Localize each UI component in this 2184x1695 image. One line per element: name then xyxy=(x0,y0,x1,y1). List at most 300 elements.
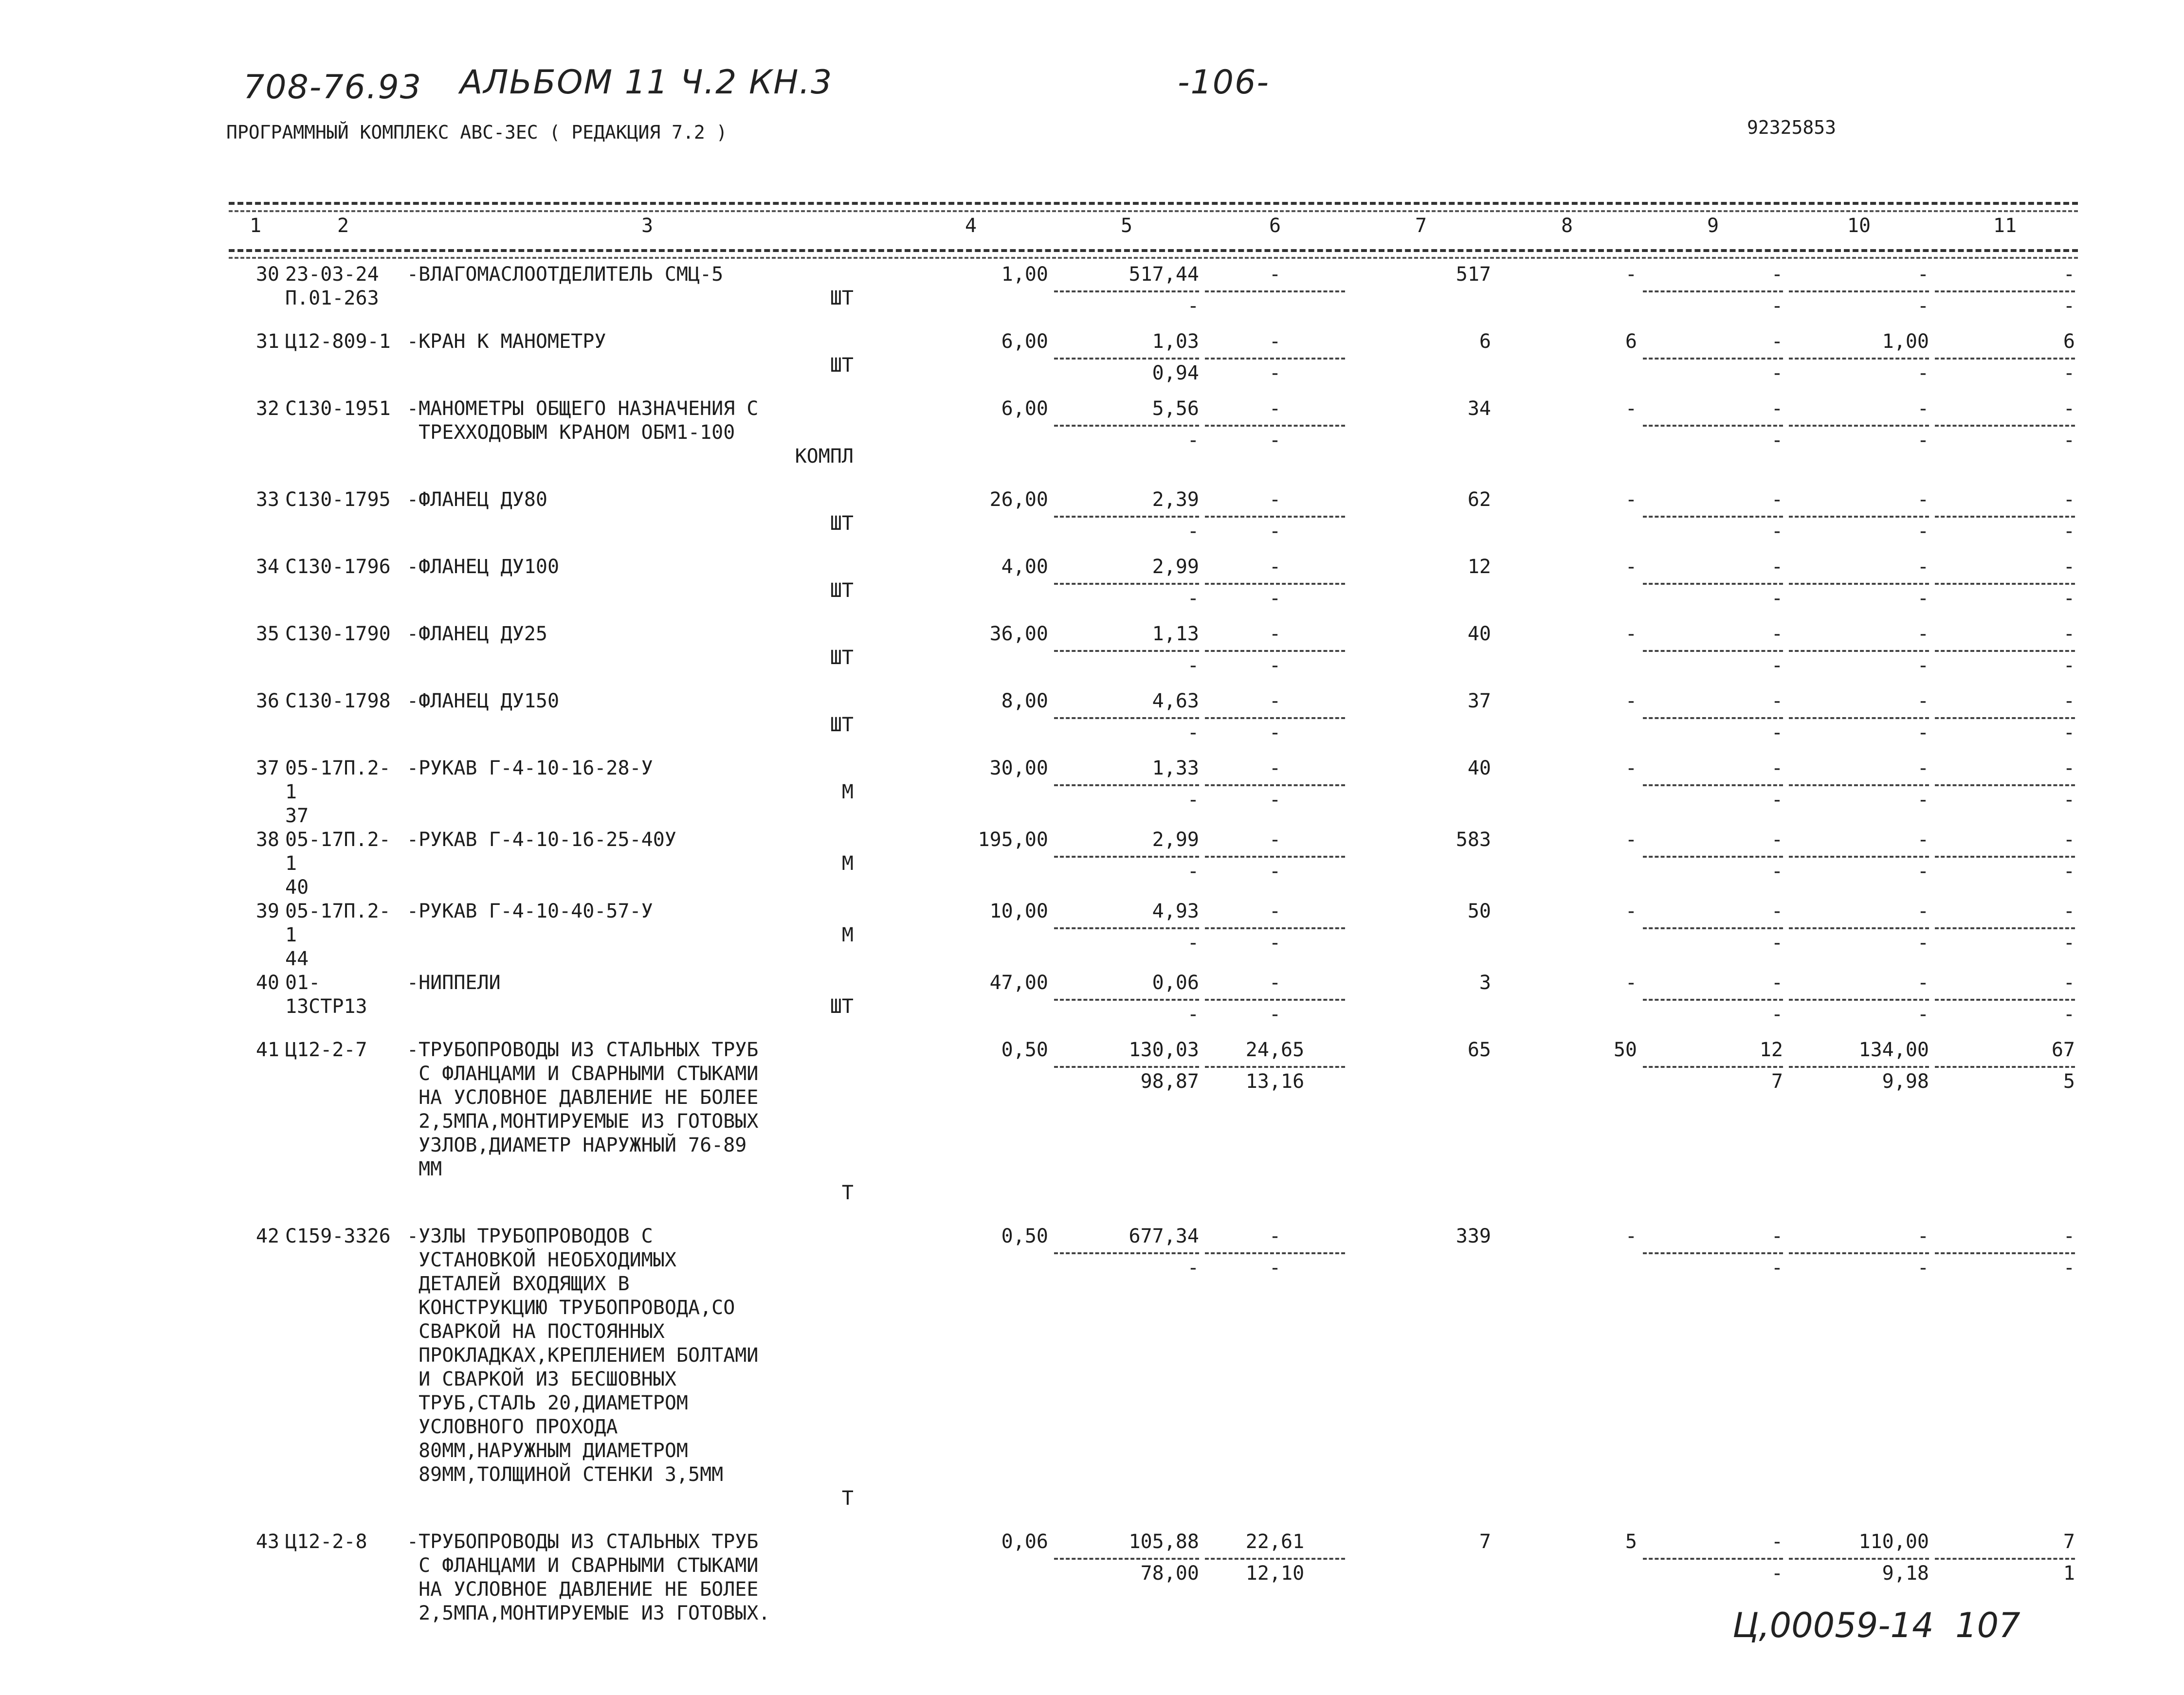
row-col8 xyxy=(1494,488,1640,555)
row-col6-value: - xyxy=(1269,623,1281,645)
row-col6-lower-value: - xyxy=(1269,1003,1281,1026)
row-col10 xyxy=(1786,689,1932,757)
row-col5-value: 4,63 xyxy=(1152,690,1199,712)
row-col10-value: 1,00 xyxy=(1882,330,1929,353)
row-col5-lower-value: - xyxy=(1187,789,1199,811)
row-col11-value: - xyxy=(2063,397,2075,420)
row-col11-lower-value: - xyxy=(2063,860,2075,883)
table-row xyxy=(229,900,2078,971)
row-unit: ШТ xyxy=(830,579,854,602)
row-code xyxy=(282,1038,404,1225)
col-num-4: 4 xyxy=(965,215,977,237)
row-col6-value: - xyxy=(1269,263,1281,286)
row-col5 xyxy=(1051,757,1202,828)
dashed-divider xyxy=(1935,717,2075,721)
row-col11-lower-value: - xyxy=(2063,932,2075,954)
row-col6-lower-value: - xyxy=(1269,789,1281,811)
row-code xyxy=(282,900,404,971)
row-col11-lower-value: 1 xyxy=(2063,1562,2075,1585)
row-col11 xyxy=(1932,1530,2078,1669)
row-col9-value: - xyxy=(1771,900,1783,922)
row-col9 xyxy=(1640,397,1786,488)
row-col9-lower-value: 7 xyxy=(1771,1070,1783,1093)
row-col8 xyxy=(1494,330,1640,397)
row-quantity xyxy=(891,555,1051,622)
row-col9 xyxy=(1640,488,1786,555)
row-quantity xyxy=(891,689,1051,757)
row-col9-lower-value: - xyxy=(1771,429,1783,451)
table-row xyxy=(229,397,2078,488)
row-col5 xyxy=(1051,1530,1202,1669)
row-col9-lower-value: - xyxy=(1771,587,1783,610)
row-col7-value: 7 xyxy=(1479,1531,1491,1553)
row-col6 xyxy=(1202,971,1348,1038)
row-description xyxy=(404,757,891,828)
row-col9-lower-value: - xyxy=(1771,1003,1783,1026)
row-col9 xyxy=(1640,330,1786,397)
row-col8 xyxy=(1494,689,1640,757)
row-col9 xyxy=(1640,555,1786,622)
row-col11-lower-value: - xyxy=(2063,587,2075,610)
row-quantity xyxy=(891,330,1051,397)
dashed-divider xyxy=(1935,856,2075,860)
row-col7 xyxy=(1348,971,1494,1038)
row-col5-value: 4,93 xyxy=(1152,900,1199,922)
dashed-divider xyxy=(1789,650,1929,654)
row-col9-lower-value: - xyxy=(1771,520,1783,542)
row-col5 xyxy=(1051,263,1202,330)
row-code xyxy=(282,397,404,488)
table-row xyxy=(229,1038,2078,1225)
row-col5-value: 2,99 xyxy=(1152,556,1199,578)
table-row xyxy=(229,1530,2078,1669)
row-number xyxy=(229,1530,282,1669)
row-col8-value: 6 xyxy=(1625,330,1637,353)
estimate-table xyxy=(229,263,2078,1669)
row-col11-lower-value: - xyxy=(2063,520,2075,542)
row-col5 xyxy=(1051,555,1202,622)
row-col9-lower-value: - xyxy=(1771,295,1783,317)
row-col5 xyxy=(1051,622,1202,689)
doc-number: 92325853 xyxy=(1747,117,1837,138)
row-unit: ШТ xyxy=(830,287,854,309)
row-description xyxy=(404,397,891,488)
dashed-divider xyxy=(1054,927,1199,931)
row-col6 xyxy=(1202,757,1348,828)
row-number-value: 32 xyxy=(255,397,279,420)
row-description-value: -ФЛАНЕЦ ДУ100 xyxy=(407,556,560,578)
row-col11 xyxy=(1932,488,2078,555)
row-col8-value: - xyxy=(1625,397,1637,420)
row-col11 xyxy=(1932,828,2078,900)
row-col10-lower-value: - xyxy=(1917,860,1929,883)
dashed-divider xyxy=(1935,784,2075,788)
row-quantity xyxy=(891,1530,1051,1669)
row-description-value: -КРАН К МАНОМЕТРУ xyxy=(407,330,606,353)
row-col10-value: - xyxy=(1917,488,1929,511)
dashed-divider xyxy=(1205,358,1345,361)
dashed-divider xyxy=(1205,290,1345,294)
row-unit: М xyxy=(841,924,854,946)
row-col6 xyxy=(1202,1530,1348,1669)
row-col6 xyxy=(1202,622,1348,689)
row-code xyxy=(282,689,404,757)
dashed-divider xyxy=(1789,1066,1929,1070)
row-number xyxy=(229,488,282,555)
row-col8-value: - xyxy=(1625,623,1637,645)
row-col9 xyxy=(1640,971,1786,1038)
row-col10-value: - xyxy=(1917,829,1929,851)
table-row xyxy=(229,263,2078,330)
row-description xyxy=(404,555,891,622)
row-quantity-value: 195,00 xyxy=(978,829,1048,851)
row-col10 xyxy=(1786,828,1932,900)
dashed-divider xyxy=(1054,583,1199,587)
dashed-divider xyxy=(1789,425,1929,429)
row-col8 xyxy=(1494,900,1640,971)
row-col6-value: - xyxy=(1269,900,1281,922)
row-col11-value: 6 xyxy=(2063,330,2075,353)
row-col5-lower-value: - xyxy=(1187,295,1199,317)
row-col11-value: - xyxy=(2063,1225,2075,1247)
row-code xyxy=(282,263,404,330)
row-quantity-value: 0,50 xyxy=(1001,1039,1048,1061)
table-row xyxy=(229,828,2078,900)
row-col5 xyxy=(1051,1038,1202,1225)
row-quantity-value: 10,00 xyxy=(989,900,1048,922)
row-col10 xyxy=(1786,555,1932,622)
dashed-divider xyxy=(1935,425,2075,429)
row-number-value: 30 xyxy=(255,263,279,286)
row-col11-lower-value: 5 xyxy=(2063,1070,2075,1093)
row-number-value: 33 xyxy=(255,488,279,511)
row-col7-value: 12 xyxy=(1467,556,1491,578)
row-col10 xyxy=(1786,488,1932,555)
row-col11-lower-value: - xyxy=(2063,721,2075,744)
dashed-divider xyxy=(1205,856,1345,860)
row-col7-value: 6 xyxy=(1479,330,1491,353)
row-code xyxy=(282,757,404,828)
dashed-divider xyxy=(1789,583,1929,587)
row-col9-value: - xyxy=(1771,1531,1783,1553)
row-col9-value: - xyxy=(1771,488,1783,511)
row-col6 xyxy=(1202,1225,1348,1530)
row-quantity xyxy=(891,488,1051,555)
row-number-value: 40 xyxy=(255,972,279,994)
row-number-value: 35 xyxy=(255,623,279,645)
row-col10-value: - xyxy=(1917,1225,1929,1247)
row-col9 xyxy=(1640,757,1786,828)
header-top-rule-2 xyxy=(229,210,2078,212)
handwritten-footer-note: Ц,00059-14 107 xyxy=(1732,1605,2020,1645)
dashed-divider xyxy=(1643,290,1783,294)
dashed-divider xyxy=(1643,927,1783,931)
row-col6 xyxy=(1202,900,1348,971)
row-col6 xyxy=(1202,397,1348,488)
row-col9-value: - xyxy=(1771,263,1783,286)
row-col9-lower-value: - xyxy=(1771,860,1783,883)
row-col11 xyxy=(1932,330,2078,397)
program-line: ПРОГРАММНЫЙ КОМПЛЕКС АВС-3ЕС ( РЕДАКЦИЯ 7.2 ) xyxy=(226,122,728,143)
row-unit: ШТ xyxy=(830,995,854,1018)
row-description xyxy=(404,488,891,555)
row-col7 xyxy=(1348,555,1494,622)
row-description-value: -ФЛАНЕЦ ДУ80 xyxy=(407,488,547,511)
row-number xyxy=(229,689,282,757)
row-col7 xyxy=(1348,330,1494,397)
col-num-5: 5 xyxy=(1120,215,1133,237)
dashed-divider xyxy=(1935,1558,2075,1562)
row-col9-lower-value: - xyxy=(1771,789,1783,811)
dashed-divider xyxy=(1054,425,1199,429)
dashed-divider xyxy=(1935,516,2075,520)
row-code-value: 05-17П.2-1 37 xyxy=(285,757,391,827)
row-quantity xyxy=(891,1225,1051,1530)
dashed-divider xyxy=(1643,784,1783,788)
row-col6-value: - xyxy=(1269,757,1281,779)
row-col11 xyxy=(1932,1038,2078,1225)
row-description-value: -РУКАВ Г-4-10-40-57-У xyxy=(407,900,653,922)
row-col5-lower-value: 0,94 xyxy=(1152,362,1199,384)
row-unit: М xyxy=(841,781,854,803)
row-col8-value: - xyxy=(1625,488,1637,511)
row-code xyxy=(282,488,404,555)
row-number xyxy=(229,263,282,330)
dashed-divider xyxy=(1643,1252,1783,1256)
row-col7-value: 37 xyxy=(1467,690,1491,712)
dashed-divider xyxy=(1054,717,1199,721)
row-description xyxy=(404,1225,891,1530)
row-col5-lower-value: - xyxy=(1187,1257,1199,1279)
row-col9-lower-value: - xyxy=(1771,1257,1783,1279)
row-col6-lower-value: - xyxy=(1269,1257,1281,1279)
row-col11-value: - xyxy=(2063,972,2075,994)
row-col9-lower-value: - xyxy=(1771,1562,1783,1585)
row-number-value: 42 xyxy=(255,1225,279,1247)
row-code-value: 23-03-24 П.01-263 xyxy=(285,263,379,309)
row-col8 xyxy=(1494,263,1640,330)
row-col8-value: - xyxy=(1625,900,1637,922)
dashed-divider xyxy=(1789,784,1929,788)
row-col10-lower-value: - xyxy=(1917,654,1929,677)
row-col9 xyxy=(1640,263,1786,330)
row-number-value: 37 xyxy=(255,757,279,779)
row-quantity-value: 0,50 xyxy=(1001,1225,1048,1247)
row-col5-value: 1,33 xyxy=(1152,757,1199,779)
row-col11-lower-value: - xyxy=(2063,1257,2075,1279)
row-col10-value: - xyxy=(1917,263,1929,286)
row-number-value: 38 xyxy=(255,829,279,851)
row-quantity xyxy=(891,622,1051,689)
row-number xyxy=(229,330,282,397)
row-description-value: -РУКАВ Г-4-10-16-28-У xyxy=(407,757,653,779)
row-unit: ШТ xyxy=(830,512,854,535)
row-col9-lower-value: - xyxy=(1771,362,1783,384)
dashed-divider xyxy=(1789,290,1929,294)
row-col5-lower-value: - xyxy=(1187,429,1199,451)
dashed-divider xyxy=(1935,1252,2075,1256)
row-col10-lower-value: - xyxy=(1917,587,1929,610)
header-bottom-rule-2 xyxy=(229,257,2078,259)
row-col10 xyxy=(1786,397,1932,488)
row-description xyxy=(404,828,891,900)
row-col6 xyxy=(1202,330,1348,397)
dashed-divider xyxy=(1205,1252,1345,1256)
row-quantity xyxy=(891,900,1051,971)
col-num-1: 1 xyxy=(249,215,262,237)
row-col6-value: - xyxy=(1269,488,1281,511)
row-col10-lower-value: - xyxy=(1917,295,1929,317)
row-col11-value: - xyxy=(2063,263,2075,286)
row-col10-value: - xyxy=(1917,556,1929,578)
row-code-value: С130-1795 xyxy=(285,488,391,511)
table-row xyxy=(229,971,2078,1038)
dashed-divider xyxy=(1935,650,2075,654)
row-col5-lower-value: - xyxy=(1187,1003,1199,1026)
row-col8-value: - xyxy=(1625,829,1637,851)
row-col9-value: - xyxy=(1771,1225,1783,1247)
row-col11-value: - xyxy=(2063,690,2075,712)
row-col11-value: - xyxy=(2063,900,2075,922)
row-col11 xyxy=(1932,900,2078,971)
row-unit: ШТ xyxy=(830,354,854,377)
row-col10-lower-value: - xyxy=(1917,932,1929,954)
row-code-value: 05-17П.2-1 40 xyxy=(285,829,391,899)
dashed-divider xyxy=(1643,856,1783,860)
row-description-value: -УЗЛЫ ТРУБОПРОВОДОВ С УСТАНОВКОЙ НЕОБХОДИМЫХ ДЕТАЛЕЙ ВХОДЯЩИХ В КОНСТРУКЦИЮ ТРУБОПРОВОДА,СО СВАРКОЙ НА ПОСТОЯННЫХ ПРОКЛАДКАХ,КРЕПЛЕНИЕМ БОЛТАМИ И СВАРКОЙ ИЗ БЕСШОВНЫХ ТРУБ,СТАЛЬ 20,ДИАМЕТРОМ УСЛОВНОГО ПРОХОДА 80ММ,НАРУЖНЫМ ДИАМЕТРОМ 89ММ,ТОЛЩИНОЙ СТЕНКИ 3,5ММ xyxy=(407,1225,759,1486)
row-col5-value: 0,06 xyxy=(1152,972,1199,994)
row-col11-lower-value: - xyxy=(2063,789,2075,811)
dashed-divider xyxy=(1054,358,1199,361)
row-col10-lower-value: 9,98 xyxy=(1882,1070,1929,1093)
row-col7 xyxy=(1348,263,1494,330)
dashed-divider xyxy=(1789,717,1929,721)
row-col5 xyxy=(1051,828,1202,900)
table-row xyxy=(229,1225,2078,1530)
col-num-2: 2 xyxy=(337,215,349,237)
row-number-value: 41 xyxy=(255,1039,279,1061)
row-col8 xyxy=(1494,1225,1640,1530)
row-col10-value: - xyxy=(1917,623,1929,645)
row-col6-value: - xyxy=(1269,397,1281,420)
column-number-row xyxy=(229,214,2078,238)
col-num-9: 9 xyxy=(1707,215,1719,237)
row-number xyxy=(229,757,282,828)
row-col8 xyxy=(1494,757,1640,828)
row-col7-value: 34 xyxy=(1467,397,1491,420)
col-num-6: 6 xyxy=(1269,215,1281,237)
row-col6-value: - xyxy=(1269,330,1281,353)
row-number xyxy=(229,971,282,1038)
row-col6-value: - xyxy=(1269,1225,1281,1247)
row-col11 xyxy=(1932,555,2078,622)
row-col6-lower-value: - xyxy=(1269,932,1281,954)
row-col10-value: 110,00 xyxy=(1858,1531,1929,1553)
row-code xyxy=(282,622,404,689)
dashed-divider xyxy=(1054,290,1199,294)
header-bottom-rule xyxy=(229,249,2078,252)
row-col9-value: - xyxy=(1771,556,1783,578)
row-col5 xyxy=(1051,397,1202,488)
dashed-divider xyxy=(1935,927,2075,931)
row-number-value: 39 xyxy=(255,900,279,922)
row-col10-value: - xyxy=(1917,757,1929,779)
row-col5-lower-value: 98,87 xyxy=(1140,1070,1199,1093)
row-code-value: 01-13СТР13 xyxy=(285,972,367,1018)
row-col6-lower-value: - xyxy=(1269,654,1281,677)
row-description-value: -РУКАВ Г-4-10-16-25-40У xyxy=(407,829,676,851)
row-col10-value: - xyxy=(1917,900,1929,922)
col-num-7: 7 xyxy=(1415,215,1427,237)
row-col10-value: - xyxy=(1917,690,1929,712)
row-code-value: С130-1796 xyxy=(285,556,391,578)
row-col8-value: - xyxy=(1625,556,1637,578)
row-col5-lower-value: - xyxy=(1187,932,1199,954)
row-number-value: 34 xyxy=(255,556,279,578)
row-col6-lower-value: 12,10 xyxy=(1245,1562,1305,1585)
row-col6-value: - xyxy=(1269,829,1281,851)
row-col11-value: - xyxy=(2063,488,2075,511)
row-col10-lower-value: - xyxy=(1917,1003,1929,1026)
row-col6-value: 22,61 xyxy=(1245,1531,1305,1553)
row-col11-lower-value: - xyxy=(2063,362,2075,384)
row-col8-value: 5 xyxy=(1625,1531,1637,1553)
header-top-rule xyxy=(229,202,2078,205)
row-number xyxy=(229,622,282,689)
dashed-divider xyxy=(1789,1558,1929,1562)
row-col5 xyxy=(1051,1225,1202,1530)
row-col7 xyxy=(1348,757,1494,828)
row-col5-value: 2,99 xyxy=(1152,829,1199,851)
table-row xyxy=(229,622,2078,689)
row-col5-value: 517,44 xyxy=(1128,263,1199,286)
row-col5-lower-value: - xyxy=(1187,654,1199,677)
row-col10-lower-value: - xyxy=(1917,520,1929,542)
row-col11 xyxy=(1932,263,2078,330)
row-col11-value: - xyxy=(2063,829,2075,851)
row-col10-lower-value: - xyxy=(1917,1257,1929,1279)
row-col5 xyxy=(1051,689,1202,757)
row-col9-value: - xyxy=(1771,330,1783,353)
row-col10 xyxy=(1786,622,1932,689)
row-number-value: 43 xyxy=(255,1531,279,1553)
row-quantity-value: 4,00 xyxy=(1001,556,1048,578)
row-quantity xyxy=(891,757,1051,828)
row-col6 xyxy=(1202,488,1348,555)
row-col11-lower-value: - xyxy=(2063,654,2075,677)
row-col11-value: 67 xyxy=(2051,1039,2075,1061)
row-unit: М xyxy=(841,852,854,875)
row-col8 xyxy=(1494,397,1640,488)
row-col9 xyxy=(1640,1225,1786,1530)
row-col11 xyxy=(1932,397,2078,488)
dashed-divider xyxy=(1205,927,1345,931)
row-col11-value: - xyxy=(2063,757,2075,779)
row-col7 xyxy=(1348,397,1494,488)
row-quantity-value: 36,00 xyxy=(989,623,1048,645)
dashed-divider xyxy=(1935,358,2075,361)
row-number xyxy=(229,828,282,900)
row-code-value: Ц12-809-1 xyxy=(285,330,391,353)
row-col9-value: - xyxy=(1771,972,1783,994)
row-col5-value: 677,34 xyxy=(1128,1225,1199,1247)
row-code xyxy=(282,1530,404,1669)
row-code xyxy=(282,330,404,397)
row-number xyxy=(229,1225,282,1530)
dashed-divider xyxy=(1205,1066,1345,1070)
row-description-value: -ФЛАНЕЦ ДУ150 xyxy=(407,690,560,712)
row-col6-lower-value: - xyxy=(1269,587,1281,610)
